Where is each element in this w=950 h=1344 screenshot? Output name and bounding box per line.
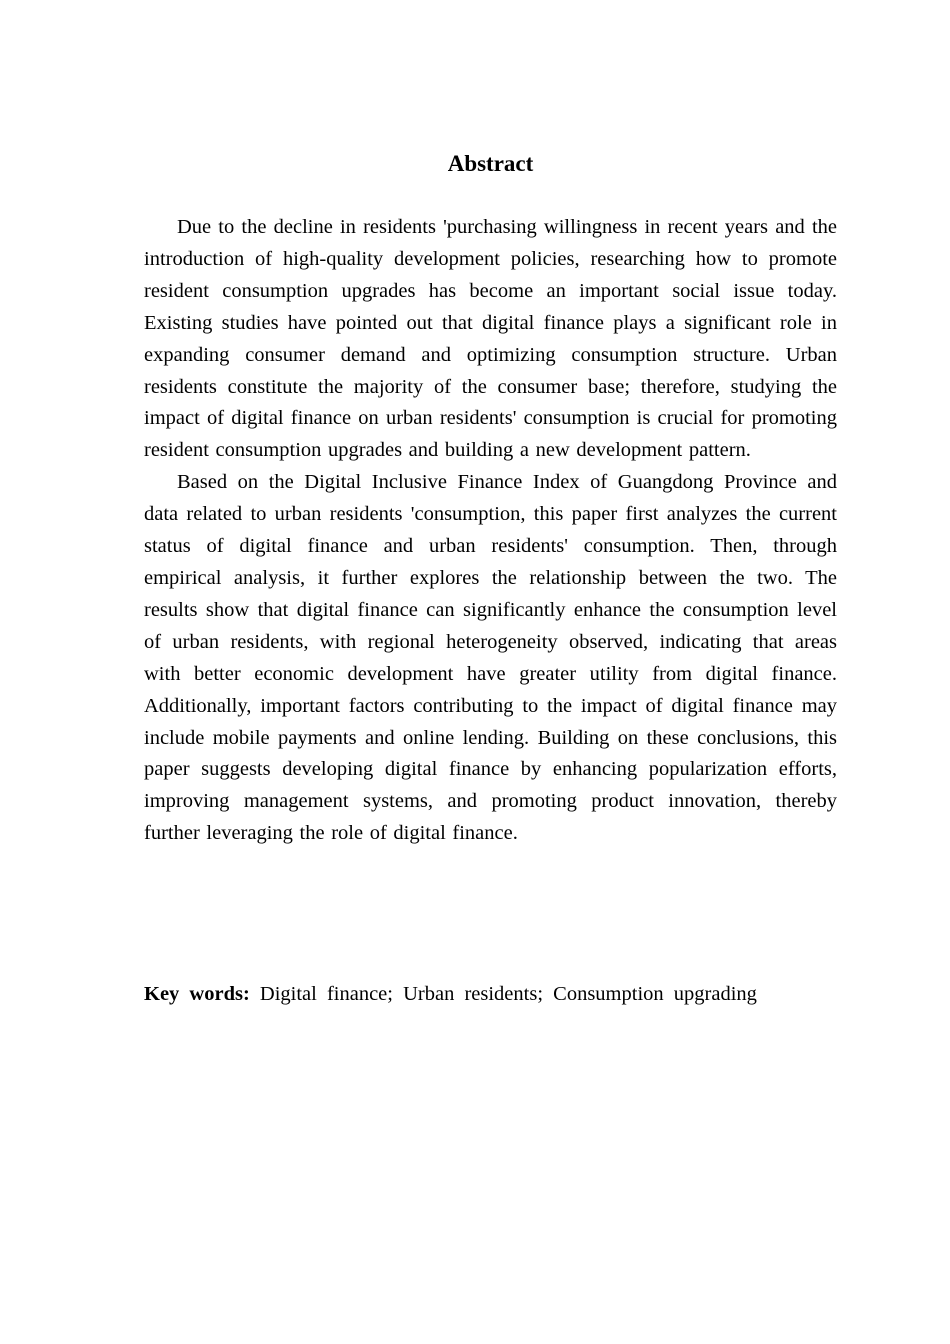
keywords-line	[144, 978, 864, 1010]
abstract-body	[144, 212, 837, 850]
keywords-label: Key words	[144, 983, 243, 1005]
abstract-heading: Abstract	[447, 151, 534, 176]
keywords-separator: :	[242, 983, 250, 1005]
abstract-paragraph-2: Based on the Digital Inclusive Finance Index of Guangdong Province and data related to urban residents 'consumption, this paper first analyzes the current status of digital finance and urban residents' consumption. Then, through empirical analysis, it further explores the relationship between the two. The results show that digital finance can significantly enhance the consumption level of urban residents, with regional heterogeneity observed, indicating that areas with better economic development have greater utility from digital finance. Additionally, important factors contributing to the impact of digital finance may include mobile payments and online lending. Building on these conclusions, this paper suggests developing digital finance by enhancing popularization efforts, improving management systems, and promoting product innovation, thereby further leveraging the role of digital finance.	[144, 471, 837, 845]
keywords-text: Digital finance; Urban residents; Consumption upgrading	[259, 983, 757, 1005]
abstract-paragraph-1: Due to the decline in residents 'purchasing willingness in recent years and the introduction of high-quality development policies, researching how to promote resident consumption upgrades has become an important social issue today. Existing studies have pointed out that digital finance plays a significant role in expanding consumer demand and optimizing consumption structure. Urban residents constitute the majority of the consumer base; therefore, studying the impact of digital finance on urban residents' consumption is crucial for promoting resident consumption upgrades and building a new development pattern.	[144, 216, 837, 462]
